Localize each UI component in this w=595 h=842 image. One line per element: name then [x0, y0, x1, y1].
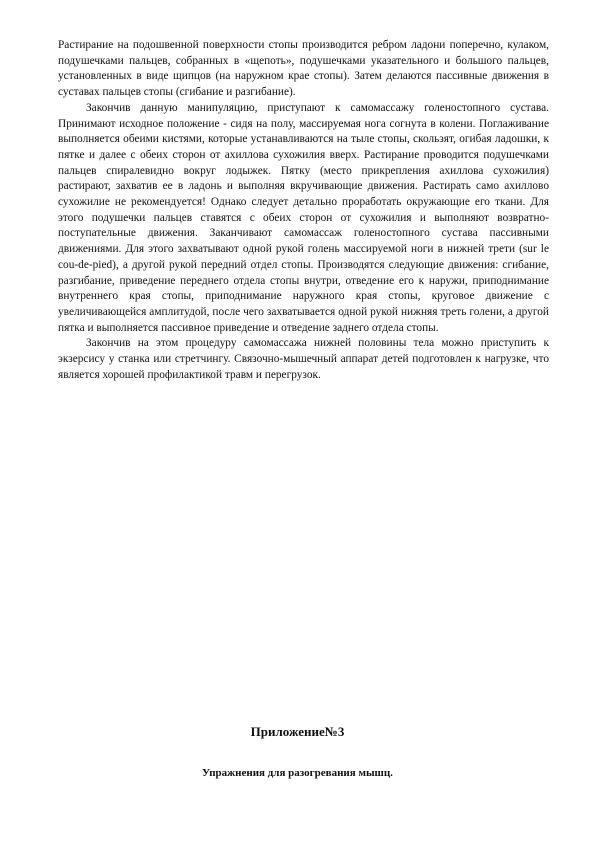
paragraph-sole-rubbing: Растирание на подошвенной поверхности стопы производится ребром ладони поперечно, кулаком, подушечками пальцев, собранных в «щепоть», подушечками указательного и большого пальцев, установленных в виде щипцов (на наружном крае стопы). Затем делаются пассивные движения в суставах пальцев стопы (сгибание и разгибание).: [58, 39, 549, 99]
appendix-title: Приложение№3: [250, 724, 345, 739]
paragraph-ankle-self-massage: Закончив данную манипуляцию, приступают к самомассажу голеностопного сустава. Принимают исходное положение - сидя на полу, массируемая нога согнута в колени. Поглаживание выполняется обеими кистями, которые устанавливаются на тыле стопы, скользят, огибая ладошки, к пятке и далее с обеих сторон от ахиллова сухожилия вверх. Растирание проводится подушечками пальцев спиралевидно вокруг лодыжек. Пятку (место прикрепления ахиллова сухожилия) растирают, захватив ее в ладонь и выполняя вкручивающие движения. Растирать само ахиллово сухожилие не рекомендуется! Однако следует детально проработать окружающие его ткани. Для этого подушечки пальцев ставятся с обеих сторон от сухожилия и выполняют возвратно- поступательные движения. Заканчивают самомассаж голеностопного сустава пассивными движениями. Для этого захватывают одной рукой голень массируемой ноги в нижней трети (sur le cou-de-pied), а другой рукой передний отдел стопы. Производятся следующие движения: сгибание, разгибание, приведение переднего отдела стопы внутри, отведение его к наружи, приподнимание внутреннего края стопы, приподнимание наружного края стопы, круговое движение с увеличивающейся амплитудой, после чего захватывается одной рукой нижняя треть голени, а другой пятка и выполняется пассивное приведение и отведение заднего отдела стопы.: [58, 101, 549, 334]
appendix-subtitle: Упражнения для разогревания мышц.: [202, 767, 393, 779]
document-body: [58, 38, 549, 383]
paragraph-conclusion: Закончив на этом процедуру самомассажа нижней половины тела можно приступить к экзерсису у станка или стретчингу. Связочно-мышечный аппарат детей подготовлен к нагрузке, что является хорошей профилактикой травм и перегрузок.: [58, 337, 549, 381]
